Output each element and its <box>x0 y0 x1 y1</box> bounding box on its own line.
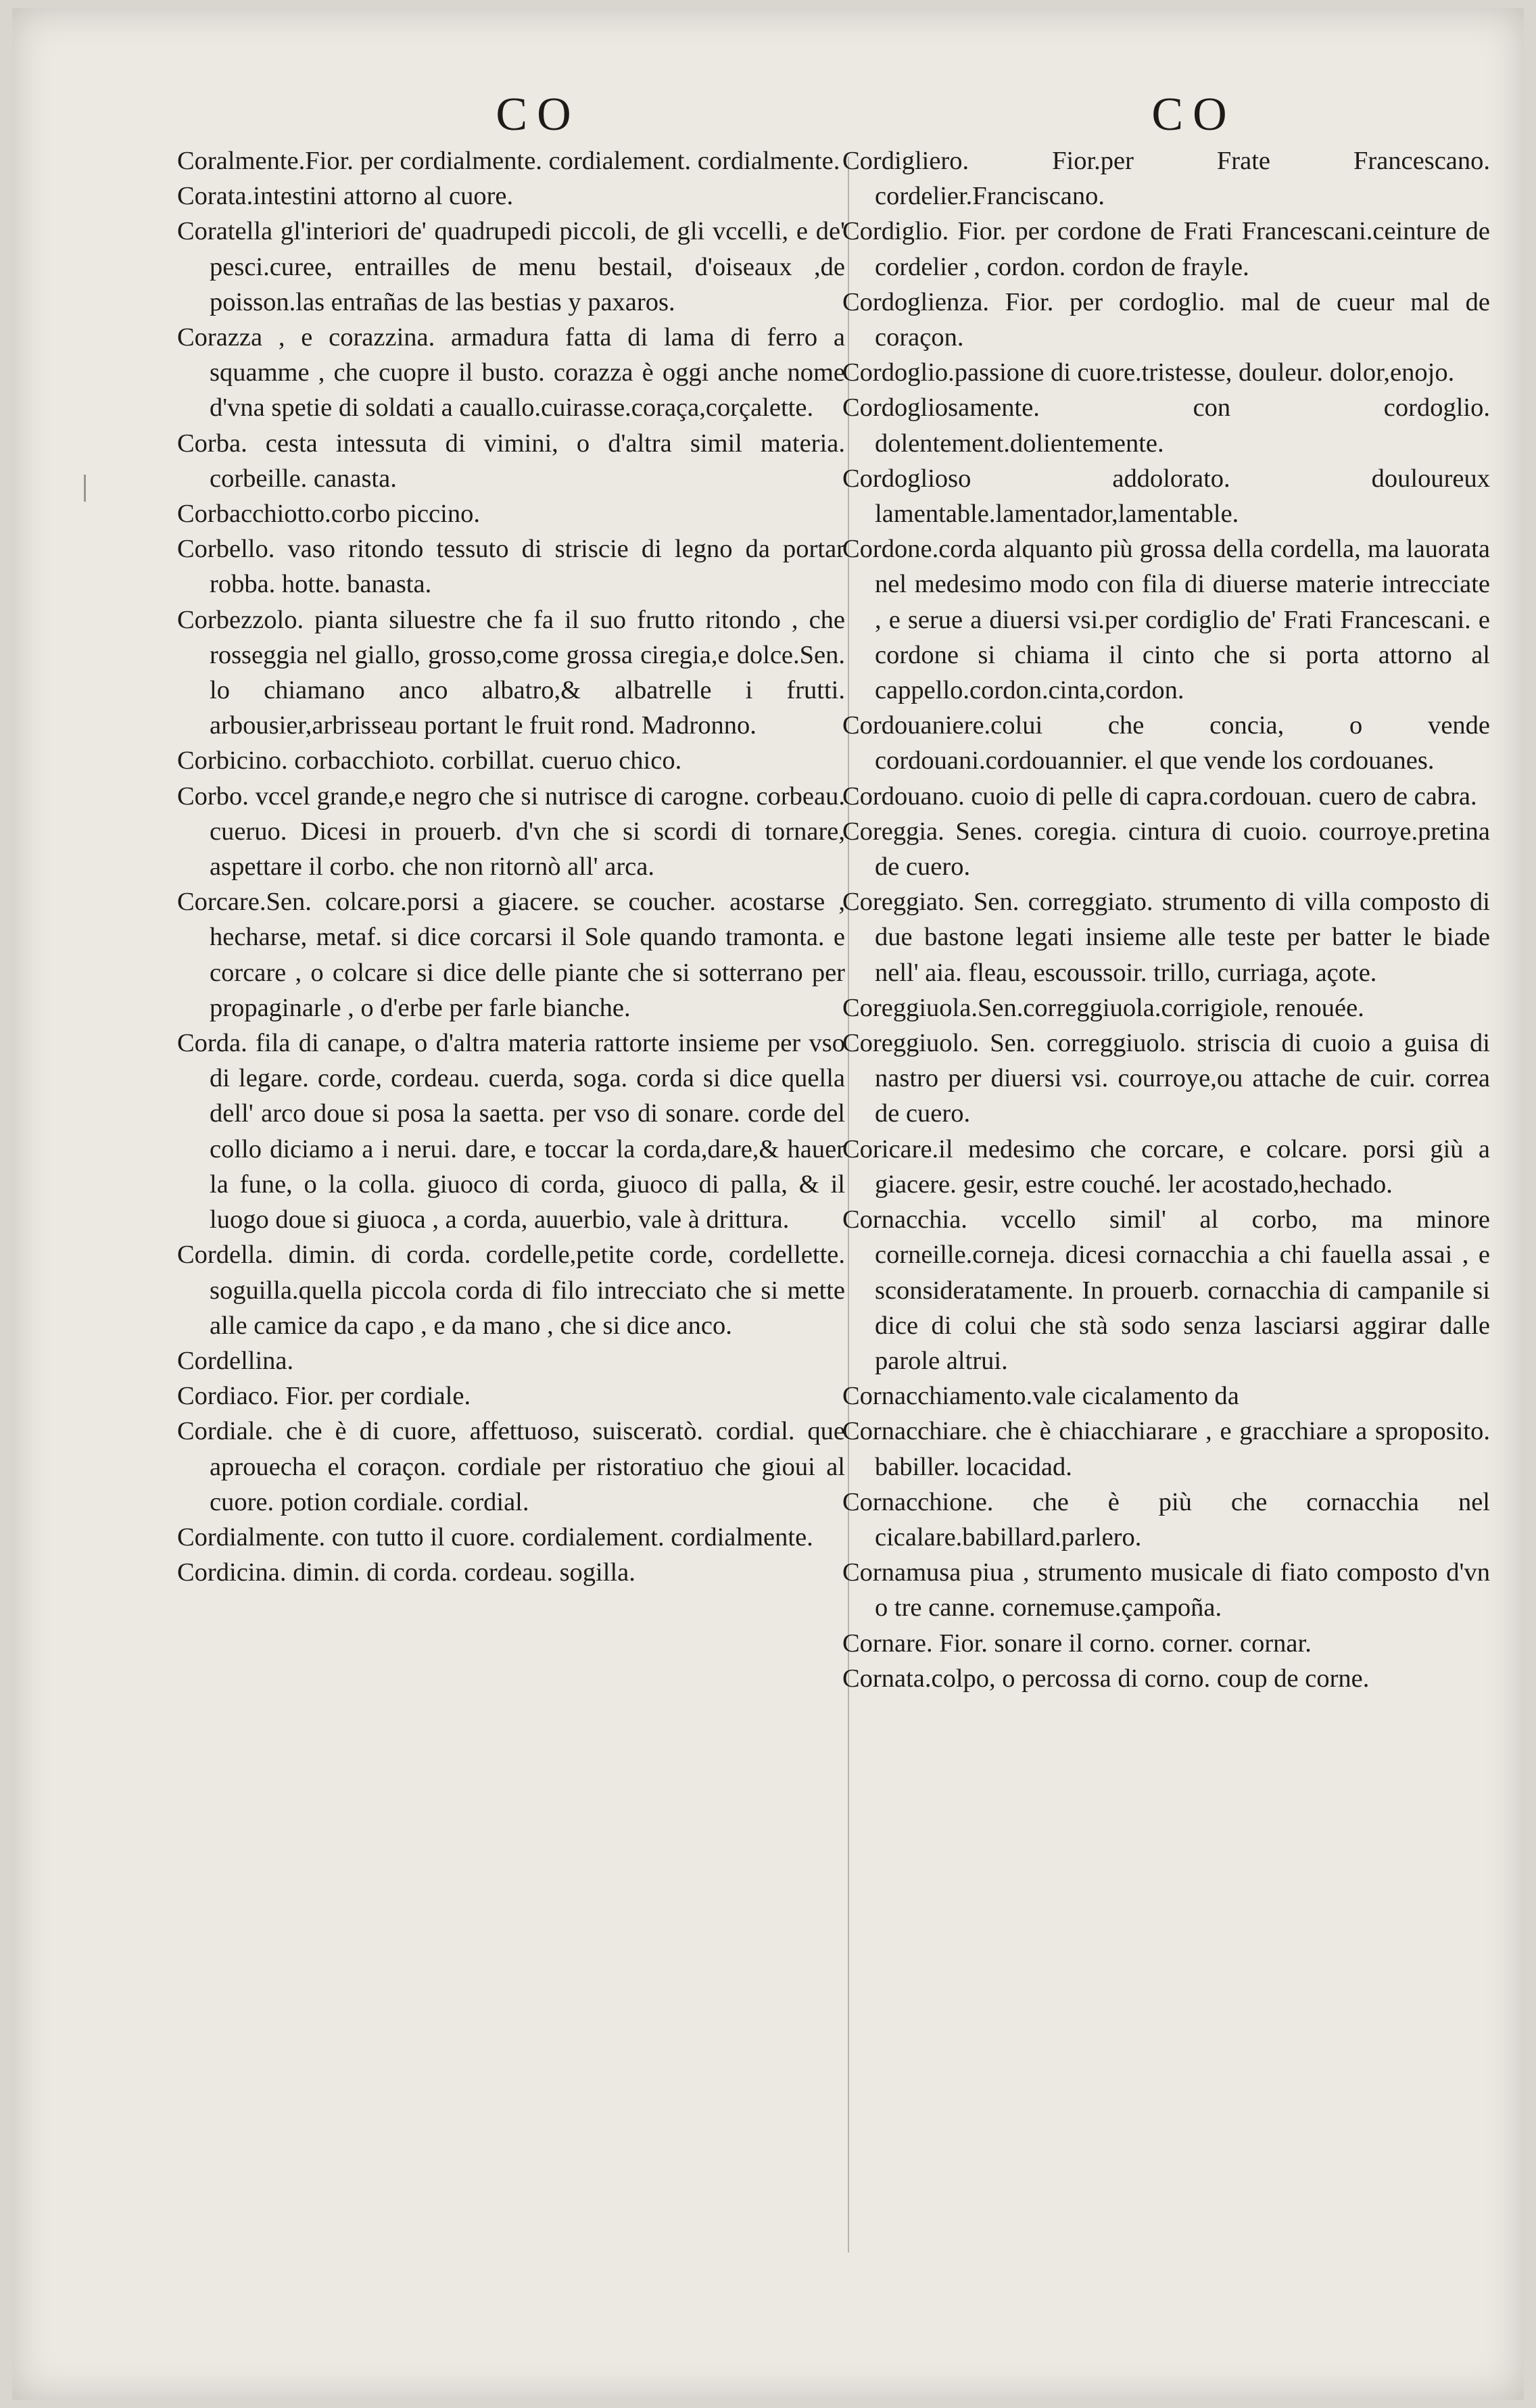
entry-cordouano: Cordouano. cuoio di pelle di capra.cordouan. cuero de cabra. <box>842 781 1477 811</box>
entry-coratella: Coratella gl'interiori de' quadrupedi piccoli, de gli vccelli, e de' pesci.curee, entrailles de menu bestail, d'oiseaux ,de poisson.las entrañas de las bestias y paxaros. <box>177 217 845 316</box>
entry-corata: Corata.intestini attorno al cuore. <box>177 182 514 211</box>
entry-cornata: Cornata.colpo, o percossa di corno. coup de corne. <box>842 1664 1370 1693</box>
entry-corbezzolo: Corbezzolo. pianta siluestre che fa il suo frutto ritondo , che rosseggia nel giallo, grosso,come grossa ciregia,e dolce.Sen. lo chiamano anco albatro,& albatrelle i frutti. arbousier,arbrisseau portant le fruit rond. Madronno. <box>177 605 845 740</box>
entry-cordouaniere: Cordouaniere.colui che concia, o vende cordouani.cordouannier. el que vende los cordouanes. <box>842 711 1490 775</box>
entry-cornacchiare: Cornacchiare. che è chiacchiarare , e gracchiare a sproposito. babiller. locacidad. <box>842 1417 1490 1481</box>
entry-cordogliosamente: Cordogliosamente. con cordoglio. dolentement.dolientemente. <box>842 393 1490 458</box>
entry-coralmente: Coralmente.Fior. per cordialmente. cordialement. cordialmente. <box>177 147 840 175</box>
entry-cordialmente: Cordialmente. con tutto il cuore. cordialement. cordialmente. <box>177 1522 813 1551</box>
margin-mark <box>84 475 86 502</box>
right-column <box>842 143 1490 1696</box>
dictionary-page <box>12 8 1524 2400</box>
running-head-left: CO <box>496 89 581 141</box>
entry-cornacchione: Cornacchione. che è più che cornacchia nel cicalare.babillard.parlero. <box>842 1487 1490 1551</box>
entry-coricare: Coricare.il medesimo che corcare, e colcare. porsi giù a giacere. gesir, estre couché. ler acostado,hechado. <box>842 1134 1490 1199</box>
entry-corcare: Corcare.Sen. colcare.porsi a giacere. se coucher. acostarse , hecharse, metaf. si dice corcarsi il Sole quando tramonta. e corcare , o colcare si dice delle piante che si sotterrano per propaginarle , o d'erbe per farle bianche. <box>177 888 845 1022</box>
entry-cordicina: Cordicina. dimin. di corda. cordeau. sogilla. <box>177 1558 635 1587</box>
entry-corbo: Corbo. vccel grande,e negro che si nutrisce di carogne. corbeau. cueruo. Dicesi in prouerb. d'vn che si scordi di tornare, aspettare il corbo. che non ritornò all' arca. <box>177 781 845 882</box>
entry-corazza: Corazza , e corazzina. armadura fatta di lama di ferro a squamme , che cuopre il busto. corazza è oggi anche nome d'vna spetie di soldati a cauallo.cuirasse.coraça,corçalette. <box>177 323 845 423</box>
left-column <box>177 143 845 1590</box>
entry-cornare: Cornare. Fior. sonare il corno. corner. cornar. <box>842 1629 1312 1658</box>
entry-cornamusa: Cornamusa piua , strumento musicale di fiato composto d'vn o tre canne. cornemuse.çampoña. <box>842 1558 1490 1622</box>
entry-coreggiuolo: Coreggiuolo. Sen. correggiuolo. striscia di cuoio a guisa di nastro per diuersi vsi. courroye,ou attache de cuir. correa de cuero. <box>842 1029 1490 1128</box>
entry-cordella: Cordella. dimin. di corda. cordelle,petite corde, cordellette. soguilla.quella piccola corda di filo intrecciato che si mette alle camice da capo , e da mano , che si dice anco. <box>177 1241 845 1340</box>
entry-cordellina: Cordellina. <box>177 1346 294 1375</box>
entry-cornacchia: Cornacchia. vccello simil' al corbo, ma minore corneille.corneja. dicesi cornacchia a chi fauella assai , e sconsideratamente. In prouerb. cornacchia di campanile si dice di colui che stà sodo senza lasciarsi aggirar dalle parole altrui. <box>842 1205 1490 1375</box>
entry-cordoglioso: Cordoglioso addolorato. douloureux lamentable.lamentador,lamentable. <box>842 464 1490 529</box>
entry-cornacchiamento: Cornacchiamento.vale cicalamento da <box>842 1382 1239 1411</box>
entry-corba: Corba. cesta intessuta di vimini, o d'altra simil materia. corbeille. canasta. <box>177 429 845 493</box>
entry-corda: Corda. fila di canape, o d'altra materia rattorte insieme per vso di legare. corde, cordeau. cuerda, soga. corda si dice quella dell' arco doue si posa la saetta. per vso di sonare. corde del collo diciamo a i nerui. dare, e toccar la corda,dare,& hauer la fune, o la colla. giuoco di corda, giuoco di palla, & il luogo doue si giuoca , a corda, auuerbio, vale à drittura. <box>177 1029 845 1234</box>
entry-cordiale: Cordiale. che è di cuore, affettuoso, suisceratò. cordial. que aprouecha el coraçon. cordiale per ristoratiuo che gioui al cuore. potion cordiale. cordial. <box>177 1417 845 1516</box>
running-head-right: CO <box>1151 89 1237 141</box>
entry-cordiaco: Cordiaco. Fior. per cordiale. <box>177 1382 471 1411</box>
entry-coreggiuola: Coreggiuola.Sen.correggiuola.corrigiole, renouée. <box>842 993 1364 1022</box>
entry-corbello: Corbello. vaso ritondo tessuto di striscie di legno da portar robba. hotte. banasta. <box>177 535 845 599</box>
entry-cordigliero: Cordigliero. Fior.per Frate Francescano. cordelier.Franciscano. <box>842 147 1490 211</box>
entry-cordiglio: Cordiglio. Fior. per cordone de Frati Francescani.ceinture de cordelier , cordon. cordon de frayle. <box>842 217 1490 281</box>
entry-corbicino: Corbicino. corbacchioto. corbillat. cueruo chico. <box>177 746 682 775</box>
entry-corbacchiotto: Corbacchiotto.corbo piccino. <box>177 500 480 529</box>
entry-coreggiato: Coreggiato. Sen. correggiato. strumento di villa composto di due bastone legati insieme alle teste per batter le biade nell' aia. fleau, escoussoir. trillo, curriaga, açote. <box>842 888 1490 987</box>
entry-cordone: Cordone.corda alquanto più grossa della cordella, ma lauorata nel medesimo modo con fila di diuerse materie intrecciate , e serue a diuersi vsi.per cordiglio de' Frati Francescani. e cordone si chiama il cinto che si porta attorno al cappello.cordon.cinta,cordon. <box>842 535 1490 705</box>
entry-cordoglienza: Cordoglienza. Fior. per cordoglio. mal de cueur mal de coraçon. <box>842 287 1490 352</box>
entry-coreggia: Coreggia. Senes. coregia. cintura di cuoio. courroye.pretina de cuero. <box>842 817 1490 882</box>
entry-cordoglio: Cordoglio.passione di cuore.tristesse, douleur. dolor,enojo. <box>842 358 1455 387</box>
